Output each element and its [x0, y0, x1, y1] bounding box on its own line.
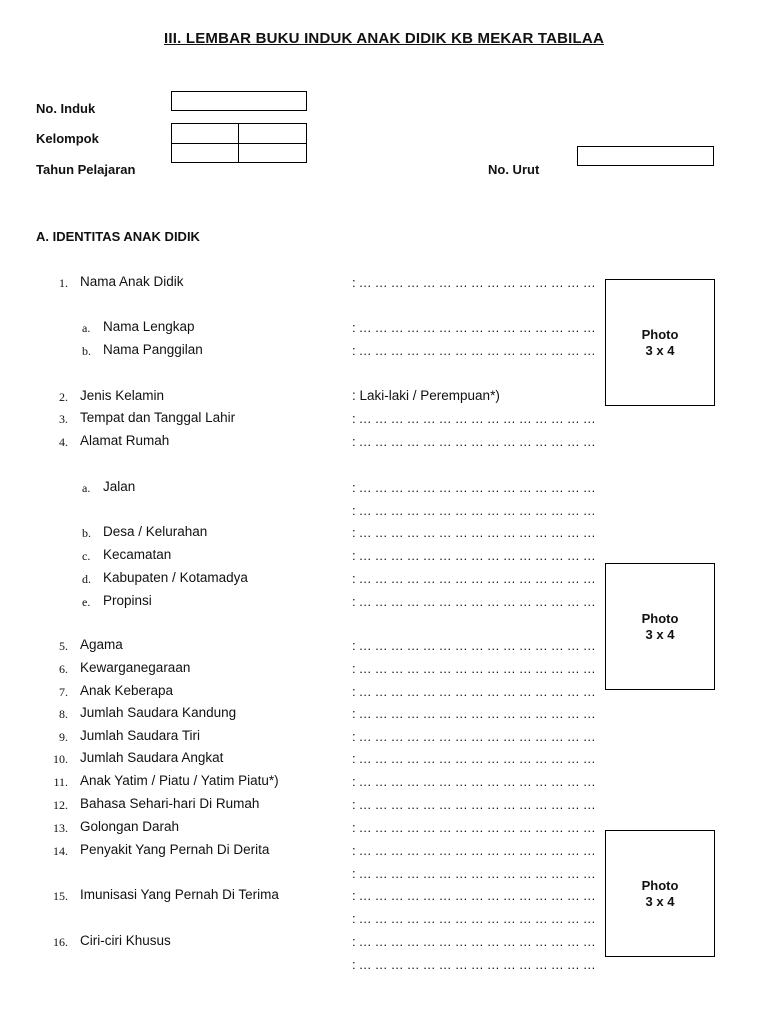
field-letter: c. [82, 549, 91, 563]
no-induk-label: No. Induk [36, 101, 96, 116]
field-number: 4. [59, 435, 68, 449]
alamat-rumah-value[interactable]: : … … … … … … … … … … … … … … … [352, 434, 596, 449]
field-letter: a. [82, 321, 91, 335]
photo-size-label: 3 x 4 [645, 893, 675, 909]
jalan-label: Jalan [103, 479, 136, 494]
propinsi-value[interactable]: : … … … … … … … … … … … … … … … [352, 594, 596, 609]
propinsi-label: Propinsi [103, 593, 152, 608]
bahasa-label: Bahasa Sehari-hari Di Rumah [80, 796, 260, 811]
nama-lengkap-value[interactable]: : … … … … … … … … … … … … … … … [352, 320, 596, 335]
field-number: 10. [53, 752, 68, 766]
kewarganegaraan-label: Kewarganegaraan [80, 660, 191, 675]
field-number: 2. [59, 390, 68, 404]
anak-keberapa-label: Anak Keberapa [80, 683, 174, 698]
kelompok-label: Kelompok [36, 131, 99, 146]
saudara-angkat-value[interactable]: : … … … … … … … … … … … … … … … [352, 751, 596, 766]
bahasa-value[interactable]: : … … … … … … … … … … … … … … … [352, 797, 596, 812]
field-number: 3. [59, 412, 68, 426]
jenis-kelamin-label: Jenis Kelamin [80, 388, 165, 403]
ciri-khusus-value[interactable]: : … … … … … … … … … … … … … … … [352, 934, 596, 949]
agama-value[interactable]: : … … … … … … … … … … … … … … … [352, 638, 596, 653]
ciri-khusus-value-line2[interactable]: : … … … … … … … … … … … … … … … [352, 957, 596, 972]
anak-keberapa-value[interactable]: : … … … … … … … … … … … … … … … [352, 684, 596, 699]
desa-kelurahan-value[interactable]: : … … … … … … … … … … … … … … … [352, 525, 596, 540]
field-number: 15. [53, 889, 68, 903]
field-number: 16. [53, 935, 68, 949]
field-letter: b. [82, 526, 91, 540]
page-title: III. LEMBAR BUKU INDUK ANAK DIDIK KB MEKAR TABILAA [164, 30, 604, 47]
field-letter: d. [82, 572, 91, 586]
field-number: 13. [53, 821, 68, 835]
field-number: 9. [59, 730, 68, 744]
section-a-heading: A. IDENTITAS ANAK DIDIK [36, 229, 200, 244]
tempat-tanggal-lahir-value[interactable]: : … … … … … … … … … … … … … … … [352, 411, 596, 426]
no-induk-field[interactable] [171, 91, 307, 111]
jenis-kelamin-value[interactable]: : Laki-laki / Perempuan*) [352, 388, 500, 403]
field-number: 1. [59, 276, 68, 290]
saudara-tiri-label: Jumlah Saudara Tiri [80, 728, 201, 743]
anak-yatim-label: Anak Yatim / Piatu / Yatim Piatu*) [80, 773, 279, 788]
saudara-tiri-value[interactable]: : … … … … … … … … … … … … … … … [352, 729, 596, 744]
photo-box-1[interactable] [605, 279, 715, 406]
field-letter: e. [82, 595, 91, 609]
photo-box-2[interactable] [605, 563, 715, 690]
field-number: 12. [53, 798, 68, 812]
imunisasi-value[interactable]: : … … … … … … … … … … … … … … … [352, 888, 596, 903]
tahun-field-2[interactable] [238, 143, 307, 163]
photo-label: Photo [641, 877, 679, 893]
kelompok-field-1[interactable] [171, 123, 239, 144]
golongan-darah-value[interactable]: : … … … … … … … … … … … … … … … [352, 820, 596, 835]
saudara-kandung-label: Jumlah Saudara Kandung [80, 705, 237, 720]
kewarganegaraan-value[interactable]: : … … … … … … … … … … … … … … … [352, 661, 596, 676]
penyakit-value[interactable]: : … … … … … … … … … … … … … … … [352, 843, 596, 858]
photo-size-label: 3 x 4 [645, 626, 675, 642]
desa-kelurahan-label: Desa / Kelurahan [103, 524, 208, 539]
photo-label: Photo [641, 610, 679, 626]
kecamatan-value[interactable]: : … … … … … … … … … … … … … … … [352, 548, 596, 563]
nama-panggilan-value[interactable]: : … … … … … … … … … … … … … … … [352, 343, 596, 358]
kabupaten-kotamadya-label: Kabupaten / Kotamadya [103, 570, 248, 585]
photo-size-label: 3 x 4 [645, 342, 675, 358]
no-urut-field[interactable] [577, 146, 714, 166]
penyakit-value-line2[interactable]: : … … … … … … … … … … … … … … … [352, 866, 596, 881]
jalan-value[interactable]: : … … … … … … … … … … … … … … … [352, 480, 596, 495]
ciri-khusus-label: Ciri-ciri Khusus [80, 933, 171, 948]
anak-yatim-value[interactable]: : … … … … … … … … … … … … … … … [352, 774, 596, 789]
field-number: 7. [59, 685, 68, 699]
field-number: 5. [59, 639, 68, 653]
alamat-rumah-label: Alamat Rumah [80, 433, 170, 448]
penyakit-label: Penyakit Yang Pernah Di Derita [80, 842, 270, 857]
field-number: 14. [53, 844, 68, 858]
nama-anak-didik-label: Nama Anak Didik [80, 274, 184, 289]
field-letter: b. [82, 344, 91, 358]
agama-label: Agama [80, 637, 123, 652]
tahun-field-1[interactable] [171, 143, 239, 163]
field-number: 8. [59, 707, 68, 721]
photo-label: Photo [641, 326, 679, 342]
kelompok-field-2[interactable] [238, 123, 307, 144]
no-urut-label: No. Urut [488, 162, 540, 177]
tempat-tanggal-lahir-label: Tempat dan Tanggal Lahir [80, 410, 236, 425]
nama-panggilan-label: Nama Panggilan [103, 342, 203, 357]
field-number: 6. [59, 662, 68, 676]
photo-box-3[interactable] [605, 830, 715, 957]
nama-anak-didik-value[interactable]: : … … … … … … … … … … … … … … … [352, 275, 596, 290]
field-number: 11. [53, 775, 68, 789]
golongan-darah-label: Golongan Darah [80, 819, 180, 834]
nama-lengkap-label: Nama Lengkap [103, 319, 195, 334]
imunisasi-value-line2[interactable]: : … … … … … … … … … … … … … … … [352, 911, 596, 926]
saudara-kandung-value[interactable]: : … … … … … … … … … … … … … … … [352, 706, 596, 721]
jalan-value-line2[interactable]: : … … … … … … … … … … … … … … … [352, 503, 596, 518]
kecamatan-label: Kecamatan [103, 547, 172, 562]
saudara-angkat-label: Jumlah Saudara Angkat [80, 750, 224, 765]
field-letter: a. [82, 481, 91, 495]
tahun-pelajaran-label: Tahun Pelajaran [36, 162, 136, 177]
kabupaten-kotamadya-value[interactable]: : … … … … … … … … … … … … … … … [352, 571, 596, 586]
imunisasi-label: Imunisasi Yang Pernah Di Terima [80, 887, 279, 902]
